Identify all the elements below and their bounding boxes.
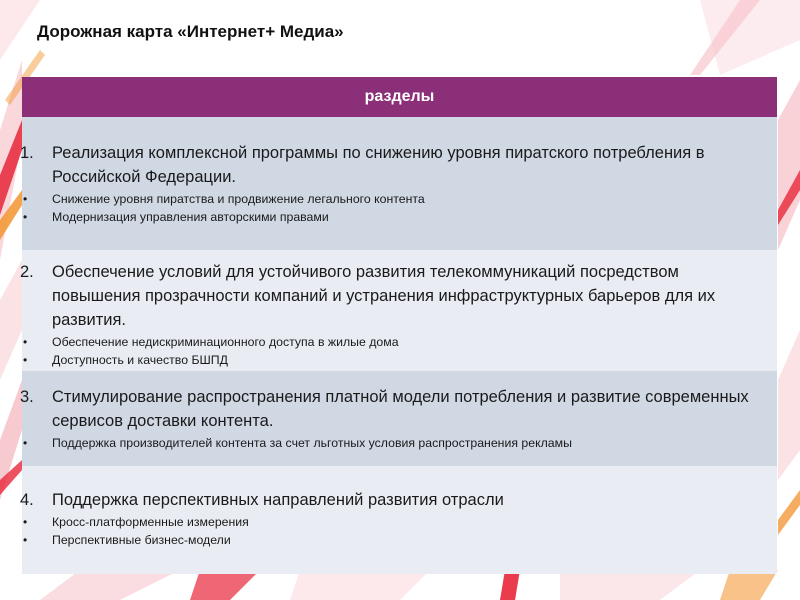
bullet-item [23,352,767,370]
section-row-3 [22,371,777,466]
section-title-text: Поддержка перспективных направлений развития отрасли [52,491,504,509]
section-row-4 [22,466,777,574]
bullet-text: Модернизация управления авторскими правами [52,209,329,224]
bullet-text: Обеспечение недискриминационного доступа в жилые дома [52,335,399,349]
bullet-text: Перспективные бизнес-модели [52,532,231,547]
bullet-icon: • [23,515,28,529]
bullet-text: Снижение уровня пиратства и продвижение легального контента [52,192,425,206]
section-number: 1. [20,144,34,162]
section-title [20,385,767,433]
bullet-icon: • [23,192,28,206]
bullet-icon: • [23,335,28,349]
section-title [20,488,767,512]
section-row-2 [22,250,777,371]
bullet-icon: • [23,352,28,367]
bullet-list [23,435,767,453]
section-title [20,260,767,332]
bullet-item [23,191,767,209]
bullet-item [23,532,767,550]
section-number: 4. [20,491,34,509]
bullet-list [23,514,767,549]
roadmap-table [22,77,777,574]
section-title-text: Стимулирование распространения платной модели потребления и развитие современных сервисов доставки контента. [52,388,749,430]
slide-title: Дорожная карта «Интернет+ Медиа» [37,22,344,41]
bullet-icon: • [23,436,28,450]
section-row-1 [22,117,777,250]
bullet-text: Кросс-платформенные измерения [52,515,249,529]
bullet-text: Доступность и качество БШПД [52,352,228,367]
section-number: 2. [20,263,34,281]
section-title [20,141,767,189]
bullet-item [23,334,767,352]
bullet-list [23,334,767,369]
bullet-list [23,191,767,226]
section-title-text: Обеспечение условий для устойчивого развития телекоммуникаций посредством повышения прозрачности компаний и устранения инфраструктурных барьеров для их развития. [52,263,716,329]
bullet-item [23,209,767,227]
bullet-icon: • [23,209,28,224]
bullet-text: Поддержка производителей контента за счет льготных условия распространения рекламы [52,436,572,450]
section-number: 3. [20,388,34,406]
bullet-icon: • [23,532,28,547]
table-header: разделы [22,77,777,117]
bullet-item [23,514,767,532]
section-title-text: Реализация комплексной программы по снижению уровня пиратского потребления в Российской Федерации. [52,144,705,186]
bullet-item [23,435,767,453]
